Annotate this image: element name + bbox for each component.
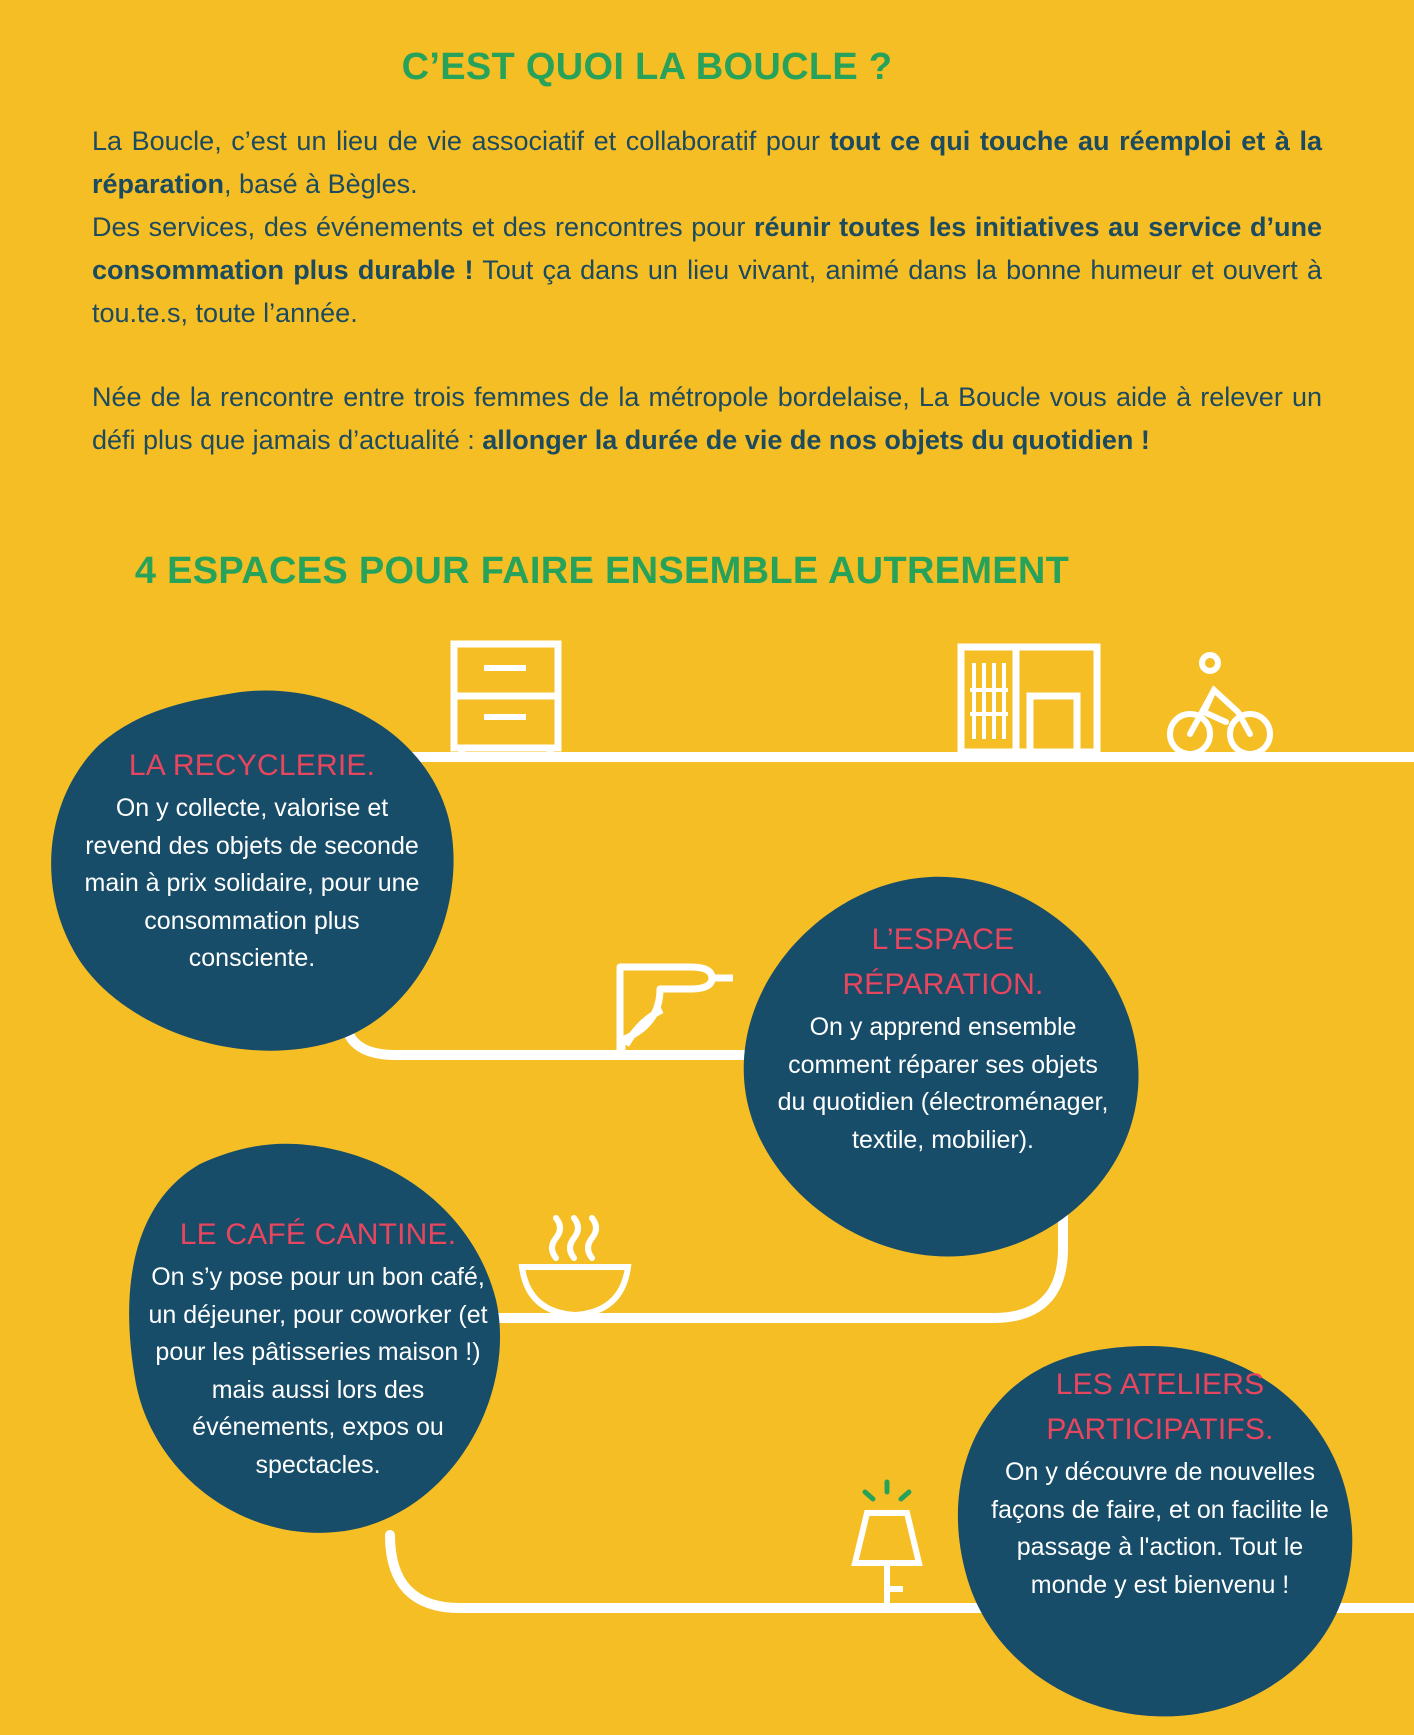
emphasis-text: réunir toutes les initiatives au service d’une consommation plus durable ! xyxy=(92,212,1322,285)
body-text: La Boucle, c’est un lieu de vie associatif et collaboratif pour xyxy=(92,126,830,156)
body-text: Née de la rencontre entre trois femmes de la métropole bordelaise, La Boucle vous aide à relever un défi plus que jamais d’actualité : xyxy=(92,382,1322,455)
soup-bowl-icon xyxy=(522,1218,628,1315)
space-title: L’ESPACE RÉPARATION. xyxy=(842,923,1044,1001)
building-icon xyxy=(961,647,1097,752)
space-title: LE CAFÉ CANTINE. xyxy=(179,1218,457,1251)
emphasis-text: tout ce qui touche au réemploi et à la réparation xyxy=(92,126,1323,199)
space-recyclerie xyxy=(82,743,422,978)
emphasis-text: allonger la durée de vie de nos objets du quotidien ! xyxy=(482,425,1150,455)
drill-icon xyxy=(620,967,733,1052)
space-description: On y collecte, valorise et revend des objets de seconde main à prix solidaire, pour une consommation plus consciente. xyxy=(84,794,420,972)
page-title: C’EST QUOI LA BOUCLE ? xyxy=(401,46,893,88)
space-title: LES ATELIERS PARTICIPATIFS. xyxy=(1046,1368,1274,1446)
body-text: Des services, des événements et des rencontres pour xyxy=(92,212,754,242)
bicycle-icon xyxy=(1170,655,1270,754)
body-text: , basé à Bègles. xyxy=(224,169,418,199)
space-description: On s’y pose pour un bon café, un déjeuner, pour coworker (et pour les pâtisseries maison !) mais aussi lors des événements, expos ou spectacles. xyxy=(148,1263,488,1479)
space-description: On y découvre de nouvelles façons de faire, et on facilite le passage à l'action. Tout le monde y est bienvenu ! xyxy=(991,1458,1329,1599)
space-title: LA RECYCLERIE. xyxy=(128,749,376,782)
lamp-icon xyxy=(855,1482,919,1605)
space-description: On y apprend ensemble comment réparer ses objets du quotidien (électroménager, textile, mobilier). xyxy=(777,1013,1109,1154)
space-reparation xyxy=(773,917,1113,1159)
space-cafe-cantine xyxy=(148,1212,488,1484)
space-ateliers xyxy=(990,1362,1330,1604)
body-text: Tout ça dans un lieu vivant, animé dans la bonne humeur et ouvert à tou.te.s, toute l’année. xyxy=(92,255,1322,328)
dresser-icon xyxy=(454,644,558,756)
section-title: 4 ESPACES POUR FAIRE ENSEMBLE AUTREMENT xyxy=(134,550,1070,592)
